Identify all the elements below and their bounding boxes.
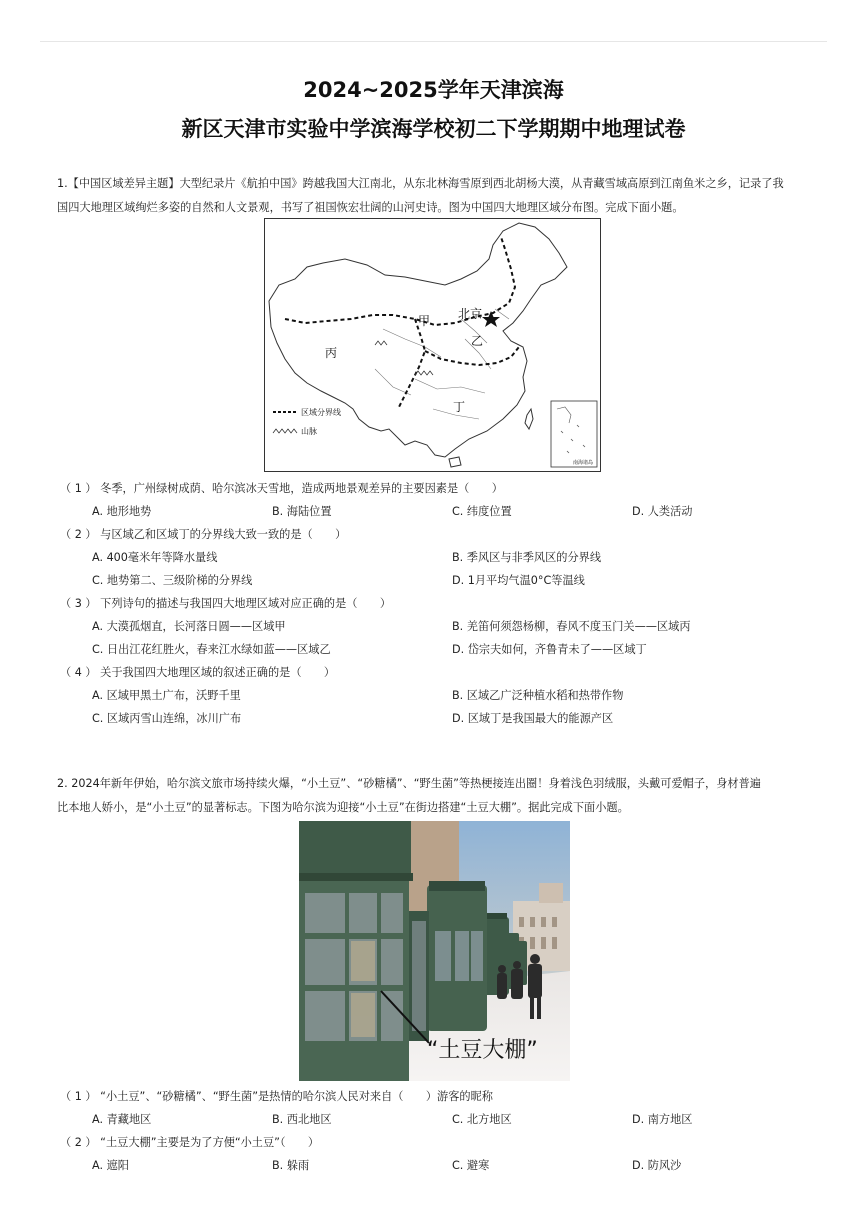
q1-4-option-d[interactable]: D. 区域丁是我国最大的能源产区 xyxy=(452,712,614,725)
q2-2-option-a[interactable]: A. 遮阳 xyxy=(92,1159,129,1172)
q1-3-option-b[interactable]: B. 羌笛何须怨杨柳，春风不度玉门关——区域丙 xyxy=(452,620,691,633)
q2-2-option-b[interactable]: B. 躲雨 xyxy=(272,1159,310,1172)
q1-4-option-b[interactable]: B. 区域乙广泛种植水稻和热带作物 xyxy=(452,689,624,702)
q1-1-option-a[interactable]: A. 地形地势 xyxy=(92,505,152,518)
potato-greenhouse-photo xyxy=(299,821,570,1081)
map-label-bing: 丙 xyxy=(325,346,338,360)
q1-2-option-b[interactable]: B. 季风区与非季风区的分界线 xyxy=(452,551,602,564)
q1-4-option-a[interactable]: A. 区域甲黑土广布，沃野千里 xyxy=(92,689,241,702)
header-divider xyxy=(40,41,827,42)
q1-2-stem: （ 2 ） 与区域乙和区域丁的分界线大致一致的是（ ） xyxy=(60,528,347,541)
q1-1-stem: （ 1 ） 冬季，广州绿树成荫、哈尔滨冰天雪地，造成两地景观差异的主要因素是（ ） xyxy=(60,482,503,495)
q1-2-option-a[interactable]: A. 400毫米年等降水量线 xyxy=(92,551,218,564)
q2-stem xyxy=(57,772,817,820)
map-label-yi: 乙 xyxy=(471,334,484,348)
page-title-line2: 新区天津市实验中学滨海学校初二下学期期中地理试卷 xyxy=(181,117,686,141)
china-regions-map xyxy=(264,218,601,472)
page-title-line1: 2024~2025学年天津滨海 xyxy=(303,78,564,102)
legend-mountain-label: 山脉 xyxy=(301,427,317,436)
q1-2-option-d[interactable]: D. 1月平均气温0°C等温线 xyxy=(452,574,585,587)
q2-1-option-c[interactable]: C. 北方地区 xyxy=(452,1113,512,1126)
q2-2-option-c[interactable]: C. 避寒 xyxy=(452,1159,490,1172)
q2-1-option-a[interactable]: A. 青藏地区 xyxy=(92,1113,152,1126)
q1-3-option-c[interactable]: C. 日出江花红胜火，春来江水绿如蓝——区域乙 xyxy=(92,643,331,656)
q1-2-option-c[interactable]: C. 地势第二、三级阶梯的分界线 xyxy=(92,574,253,587)
q2-stem-line2: 比本地人娇小，是“小土豆”的显著标志。下图为哈尔滨为迎接“小土豆”在街边搭建“土豆大棚”。据此完成下面小题。 xyxy=(57,801,629,814)
q2-2-stem: （ 2 ） “土豆大棚”主要是为了方便“小土豆”（ ） xyxy=(60,1136,320,1149)
map-label-beijing: 北京 xyxy=(458,307,483,321)
q1-stem-line2: 国四大地理区域绚烂多姿的自然和人文景观，书写了祖国恢宏壮阔的山河史诗。图为中国四大地理区域分布图。完成下面小题。 xyxy=(57,201,684,214)
q1-3-stem: （ 3 ） 下列诗句的描述与我国四大地理区域对应正确的是（ ） xyxy=(60,597,392,610)
q1-3-option-a[interactable]: A. 大漠孤烟直，长河落日圆——区域甲 xyxy=(92,620,286,633)
q1-stem-line1: 1.【中国区域差异主题】大型纪录片《航拍中国》跨越我国大江南北，从东北林海雪原到西北胡杨大漠，从青藏雪域高原到江南鱼米之乡，记录了我 xyxy=(57,177,784,190)
q1-4-option-c[interactable]: C. 区域丙雪山连绵，冰川广布 xyxy=(92,712,242,725)
q1-4-stem: （ 4 ） 关于我国四大地理区域的叙述正确的是（ ） xyxy=(60,666,336,679)
q2-stem-line1: 2. 2024年新年伊始，哈尔滨文旅市场持续火爆，“小土豆”、“砂糖橘”、“野生菌”等热梗接连出圈！身着浅色羽绒服，头戴可爱帽子，身材普遍 xyxy=(57,777,761,790)
q2-1-option-b[interactable]: B. 西北地区 xyxy=(272,1113,332,1126)
q1-1-option-d[interactable]: D. 人类活动 xyxy=(632,505,693,518)
map-label-jia: 甲 xyxy=(418,314,431,328)
q2-1-stem: （ 1 ） “小土豆”、“砂糖橘”、“野生菌”是热情的哈尔滨人民对来自（ ）游客的昵称 xyxy=(60,1090,493,1103)
inset-label: 南海诸岛 xyxy=(573,460,594,466)
map-label-ding: 丁 xyxy=(453,400,466,414)
q1-stem xyxy=(57,172,817,220)
q1-3-option-d[interactable]: D. 岱宗夫如何，齐鲁青未了——区域丁 xyxy=(452,643,647,656)
photo-caption: “土豆大棚” xyxy=(427,1038,538,1063)
q2-2-option-d[interactable]: D. 防风沙 xyxy=(632,1159,682,1172)
legend-boundary-label: 区域分界线 xyxy=(301,408,341,417)
q1-1-option-b[interactable]: B. 海陆位置 xyxy=(272,505,332,518)
q1-1-option-c[interactable]: C. 纬度位置 xyxy=(452,505,512,518)
q2-1-option-d[interactable]: D. 南方地区 xyxy=(632,1113,693,1126)
